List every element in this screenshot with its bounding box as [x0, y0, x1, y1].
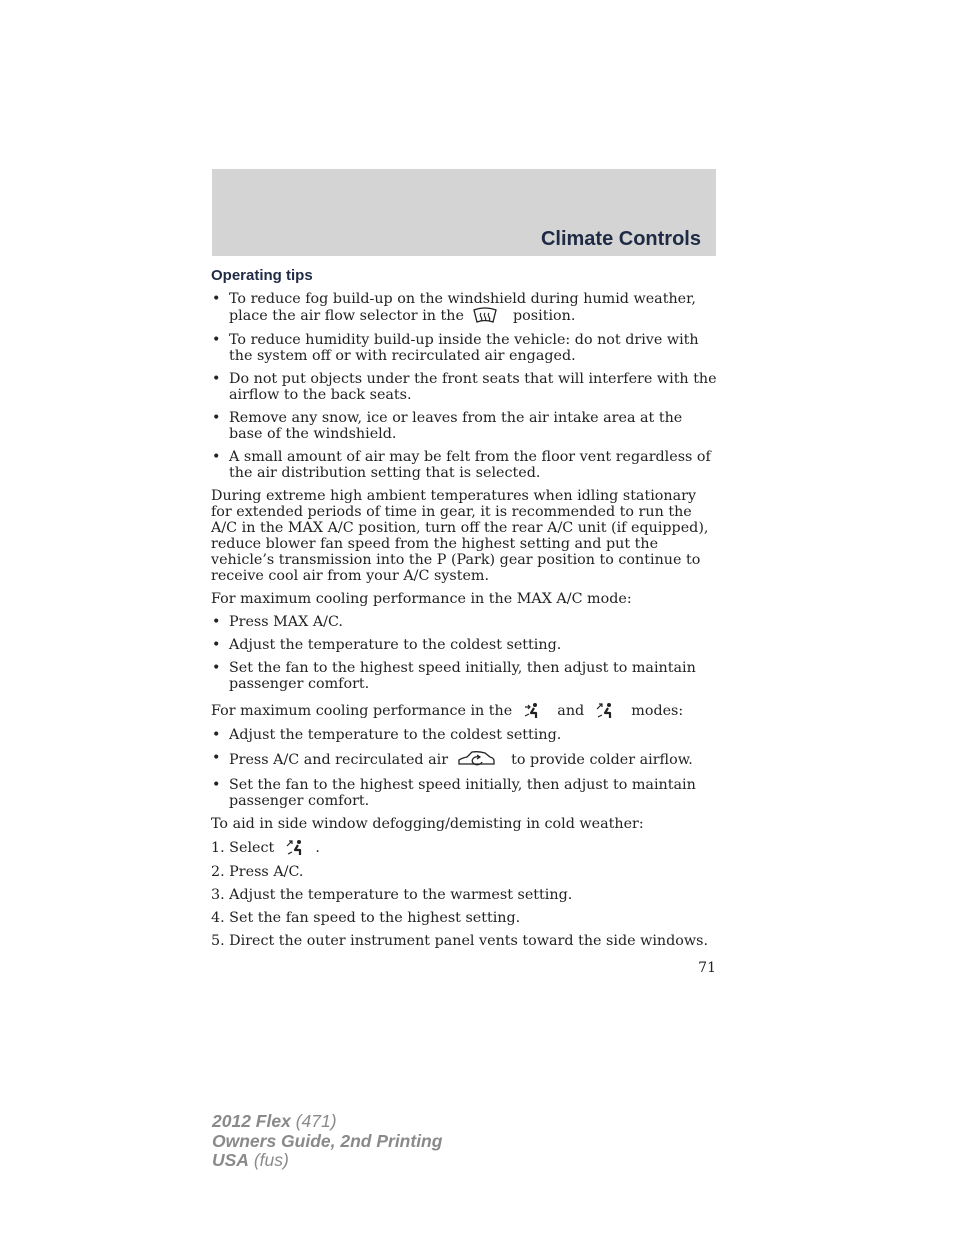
step-item: 5. Direct the outer instrument panel vents toward the side windows. [211, 933, 708, 949]
max-ac-list [211, 614, 717, 692]
list-item: • Press MAX A/C. [211, 614, 717, 630]
paragraph-max-ac-mode: For maximum cooling performance in the MAX A/C mode: [211, 591, 632, 607]
list-item: • Set the fan to the highest speed initially, then adjust to maintain passenger comfort. [211, 660, 717, 692]
list-text: to provide colder airflow. [511, 752, 693, 768]
floor-defrost-mode-icon [285, 839, 305, 857]
document-footer [212, 1112, 442, 1171]
tip-text: position. [513, 308, 576, 324]
list-item: • Adjust the temperature to the coldest setting. [211, 637, 717, 653]
step-text: 1. Select [211, 840, 275, 856]
footer-line-guide [212, 1132, 442, 1152]
windshield-defrost-icon [472, 307, 498, 325]
defog-steps [211, 839, 717, 949]
step-item: 2. Press A/C. [211, 864, 304, 880]
list-item: • Remove any snow, ice or leaves from the air intake area at the base of the windshield. [211, 410, 717, 442]
list-item: • Adjust the temperature to the coldest setting. [211, 727, 717, 743]
footer-text: (fus) [253, 1150, 289, 1170]
paragraph-text: For maximum cooling performance in the [211, 703, 513, 719]
tip-text: To reduce fog build-up on the windshield during humid weather, place the air flow selector in the [229, 291, 696, 324]
list-text: Press A/C and recirculated air [229, 752, 449, 768]
footer-text: USA [212, 1150, 249, 1170]
step-item: 4. Set the fan speed to the highest setting. [211, 910, 521, 926]
list-item [211, 750, 717, 770]
operating-tips-heading: Operating tips [211, 267, 313, 284]
paragraph-text: modes: [631, 703, 684, 719]
paragraph-extreme-temperatures: During extreme high ambient temperatures when idling stationary for extended periods of time in gear, it is recommended to run the A/C in the MAX A/C position, turn off the rear A/C unit (if equipped), reduce blower fan speed from the highest setting and put the vehicle’s transmission into the P (Park) gear position to continue to receive cool air from your A/C system. [211, 488, 709, 584]
footer-line-region [212, 1151, 442, 1171]
paragraph-defog: To aid in side window defogging/demisting in cold weather: [211, 816, 644, 832]
paragraph-text: and [557, 703, 585, 719]
footer-line-model [212, 1112, 442, 1132]
panel-floor-mode-icon [523, 702, 541, 720]
floor-defrost-mode-icon [595, 702, 615, 720]
list-item: • A small amount of air may be felt from the floor vent regardless of the air distribution setting that is selected. [211, 449, 717, 481]
list-item: • To reduce humidity build-up inside the vehicle: do not drive with the system off or with recirculated air engaged. [211, 332, 717, 364]
footer-text: Owners Guide, 2nd Printing [212, 1130, 443, 1151]
paragraph-modes [211, 702, 717, 720]
section-header-bar [212, 169, 716, 256]
step-text: . [315, 840, 320, 856]
list-item: • Do not put objects under the front seats that will interfere with the airflow to the back seats. [211, 371, 717, 403]
list-item [211, 291, 717, 325]
section-title: Climate Controls [540, 228, 701, 250]
operating-tips-list [211, 291, 717, 481]
list-item: • Set the fan to the highest speed initially, then adjust to maintain passenger comfort. [211, 777, 717, 809]
step-item: 3. Adjust the temperature to the warmest setting. [211, 887, 573, 903]
recirculated-air-icon [455, 750, 497, 770]
step-item [211, 839, 717, 857]
modes-list [211, 727, 717, 809]
page-number: 71 [698, 960, 716, 976]
page-content [211, 267, 717, 956]
footer-text: 2012 Flex [212, 1111, 291, 1131]
footer-text: (471) [295, 1111, 337, 1131]
